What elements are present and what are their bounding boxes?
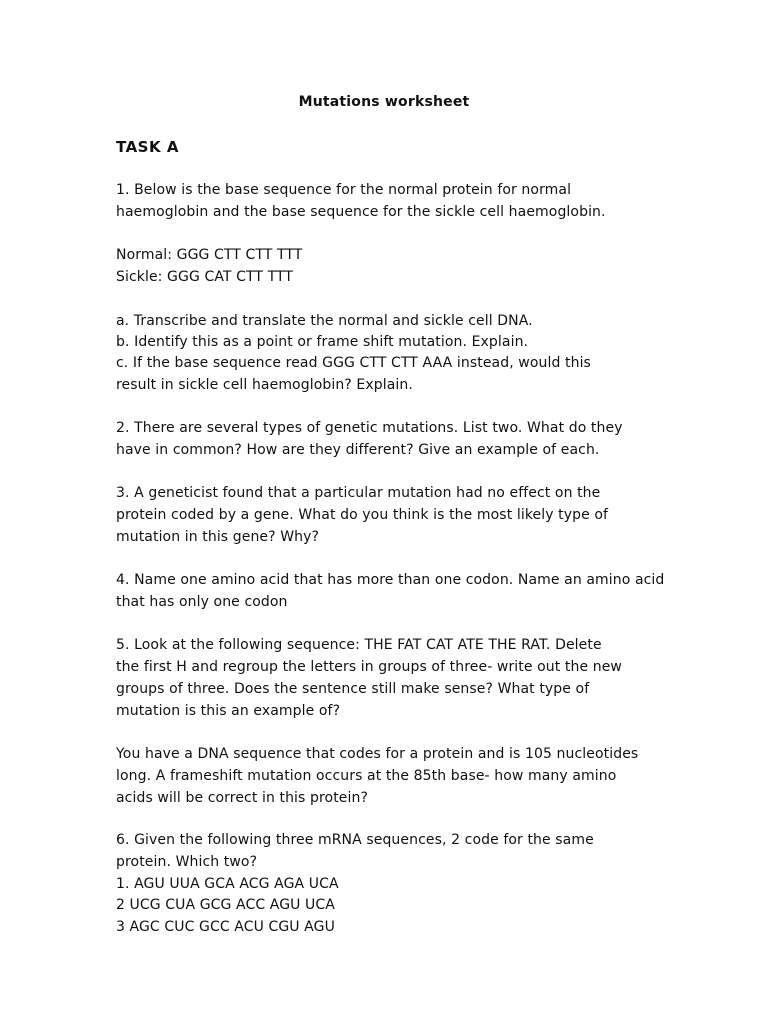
q4-line-2: that has only one codon	[116, 594, 288, 610]
q1-part-b: b. Identify this as a point or frame shift mutation. Explain.	[116, 334, 529, 350]
q5-line-1: 5. Look at the following sequence: THE FAT CAT ATE THE RAT. Delete	[116, 637, 602, 653]
mrna-sequence-3: 3 AGC CUC GCC ACU CGU AGU	[116, 919, 335, 935]
q3-line-1: 3. A geneticist found that a particular mutation had no effect on the	[116, 485, 601, 501]
worksheet-title: Mutations worksheet	[298, 94, 470, 110]
q6-line-1: 6. Given the following three mRNA sequences, 2 code for the same	[116, 832, 594, 848]
q2-line-2: have in common? How are they different? Give an example of each.	[116, 442, 600, 458]
q3-line-2: protein coded by a gene. What do you think is the most likely type of	[116, 507, 609, 523]
q1-line-2: haemoglobin and the base sequence for the sickle cell haemoglobin.	[116, 204, 606, 220]
sickle-sequence: Sickle: GGG CAT CTT TTT	[116, 269, 294, 285]
normal-sequence: Normal: GGG CTT CTT TTT	[116, 247, 303, 263]
q1-line-1: 1. Below is the base sequence for the normal protein for normal	[116, 182, 572, 198]
q5-line-2: the first H and regroup the letters in groups of three- write out the new	[116, 659, 622, 675]
q1-part-c-line-1: c. If the base sequence read GGG CTT CTT AAA instead, would this	[116, 355, 591, 371]
q5-line-3: groups of three. Does the sentence still make sense? What type of	[116, 681, 590, 697]
mrna-sequence-2: 2 UCG CUA GCG ACC AGU UCA	[116, 897, 335, 913]
mrna-sequence-1: 1. AGU UUA GCA ACG AGA UCA	[116, 876, 339, 892]
q5-line-4: mutation is this an example of?	[116, 703, 341, 719]
task-heading: TASK A	[116, 138, 179, 156]
q4-line-1: 4. Name one amino acid that has more than one codon. Name an amino acid	[116, 572, 665, 588]
q3-line-3: mutation in this gene? Why?	[116, 529, 320, 545]
q2-line-1: 2. There are several types of genetic mutations. List two. What do they	[116, 420, 623, 436]
frameshift-line-1: You have a DNA sequence that codes for a protein and is 105 nucleotides	[116, 746, 639, 762]
q1-part-a: a. Transcribe and translate the normal and sickle cell DNA.	[116, 313, 533, 329]
frameshift-line-3: acids will be correct in this protein?	[116, 790, 368, 806]
q1-part-c-line-2: result in sickle cell haemoglobin? Explain.	[116, 377, 413, 393]
q6-line-2: protein. Which two?	[116, 854, 258, 870]
frameshift-line-2: long. A frameshift mutation occurs at the 85th base- how many amino	[116, 768, 617, 784]
